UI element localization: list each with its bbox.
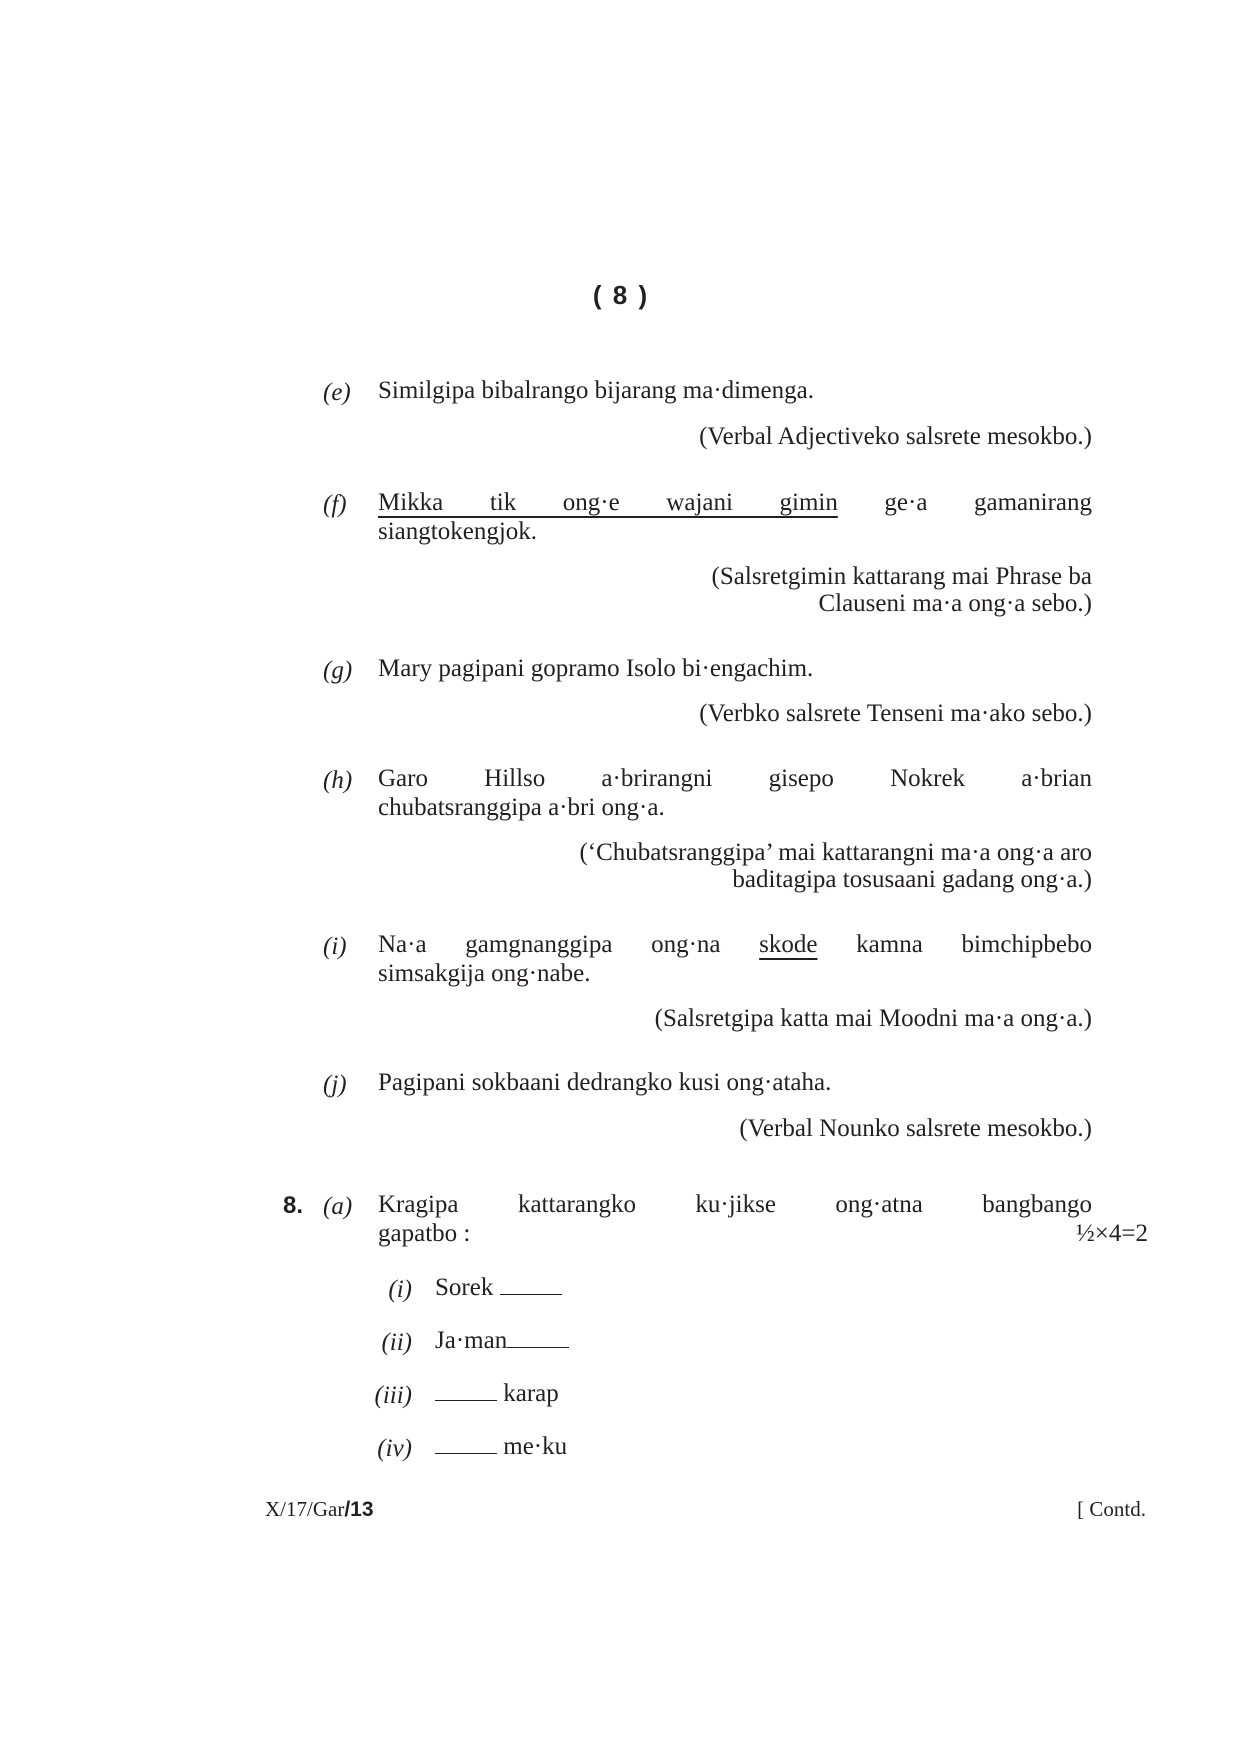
item-h-instruction-line1: (‘Chubatsranggipa’ mai kattarangni ma·a ong·a aro xyxy=(579,839,1092,866)
item-e-instruction: (Verbal Adjectiveko salsrete mesokbo.) xyxy=(699,423,1092,450)
sub-item-iii-text: karap xyxy=(497,1380,559,1407)
answer-blank xyxy=(435,1382,497,1401)
question-8-part-label: (a) xyxy=(323,1193,353,1220)
item-h-instruction-line2: baditagipa tosusaani gadang ong·a.) xyxy=(732,866,1092,893)
item-i-instruction: (Salsretgipa katta mai Moodni ma·a ong·a.) xyxy=(654,1005,1092,1032)
footer-code-prefix: X/17/Gar xyxy=(265,1497,345,1521)
item-label-g: (g) xyxy=(323,657,353,684)
item-label-i: (i) xyxy=(323,933,347,960)
answer-blank xyxy=(507,1329,569,1348)
item-i-sentence-pre: Na·a gamgnanggipa ong·na xyxy=(378,931,760,958)
item-g-sentence: Mary pagipani gopramo Isolo bi·engachim. xyxy=(378,655,814,682)
item-f-instruction-line2: Clauseni ma·a ong·a sebo.) xyxy=(818,590,1092,617)
item-h-sentence-line1: Garo Hillso a·brirangni gisepo Nokrek a·brian xyxy=(378,765,1092,792)
sub-item-label-iii: (iii) xyxy=(374,1382,412,1409)
page-number: ( 8 ) xyxy=(592,280,650,310)
sub-item-ii xyxy=(435,1327,569,1355)
item-i-sentence-line2: simsakgija ong·nabe. xyxy=(378,960,591,987)
answer-blank xyxy=(500,1276,562,1295)
sub-item-iv-text: me·ku xyxy=(497,1433,568,1460)
item-label-h: (h) xyxy=(323,767,353,794)
item-f-instruction-line1: (Salsretgimin kattarang mai Phrase ba xyxy=(711,563,1092,590)
item-g-instruction: (Verbko salsrete Tenseni ma·ako sebo.) xyxy=(699,700,1092,727)
item-label-e: (e) xyxy=(323,379,351,406)
item-h-sentence-line2: chubatsranggipa a·bri ong·a. xyxy=(378,794,665,821)
item-i-sentence-post: kamna bimchipbebo xyxy=(817,931,1092,958)
item-label-f: (f) xyxy=(323,491,347,518)
item-i-underlined-word: skode xyxy=(759,931,818,958)
sub-item-label-i: (i) xyxy=(388,1276,412,1303)
item-j-instruction: (Verbal Nounko salsrete mesokbo.) xyxy=(739,1115,1092,1142)
sub-item-i-text: Sorek xyxy=(435,1274,500,1301)
sub-item-iii xyxy=(435,1380,559,1408)
footer-code-bold: /13 xyxy=(344,1498,374,1521)
item-f-sentence-line2: siangtokengjok. xyxy=(378,518,538,545)
sub-item-ii-text: Ja·man xyxy=(435,1327,508,1354)
item-j-sentence: Pagipani sokbaani dedrangko kusi ong·ataha. xyxy=(378,1069,832,1096)
answer-blank xyxy=(435,1435,497,1454)
item-e-sentence: Similgipa bibalrango bijarang ma·dimenga. xyxy=(378,377,814,404)
question-8-marks: ½×4=2 xyxy=(1076,1220,1148,1247)
footer-contd: [ Contd. xyxy=(1077,1497,1146,1521)
footer-paper-code xyxy=(265,1497,374,1522)
question-number-8: 8. xyxy=(283,1192,304,1219)
item-label-j: (j) xyxy=(323,1071,347,1098)
sub-item-i xyxy=(435,1274,562,1302)
item-i-sentence-line1 xyxy=(378,931,1092,959)
item-f-sentence-line1 xyxy=(378,489,1092,517)
sub-item-iv xyxy=(435,1433,567,1461)
item-f-underlined-phrase: Mikka tik ong·e wajani gimin xyxy=(378,489,838,516)
item-f-sentence-rest: ge·a gamanirang xyxy=(837,489,1093,516)
sub-item-label-ii: (ii) xyxy=(381,1329,412,1356)
question-8-line1: Kragipa kattarangko ku·jikse ong·atna bangbango xyxy=(378,1191,1092,1218)
sub-item-label-iv: (iv) xyxy=(377,1435,412,1462)
question-8-line2: gapatbo : xyxy=(378,1220,471,1247)
